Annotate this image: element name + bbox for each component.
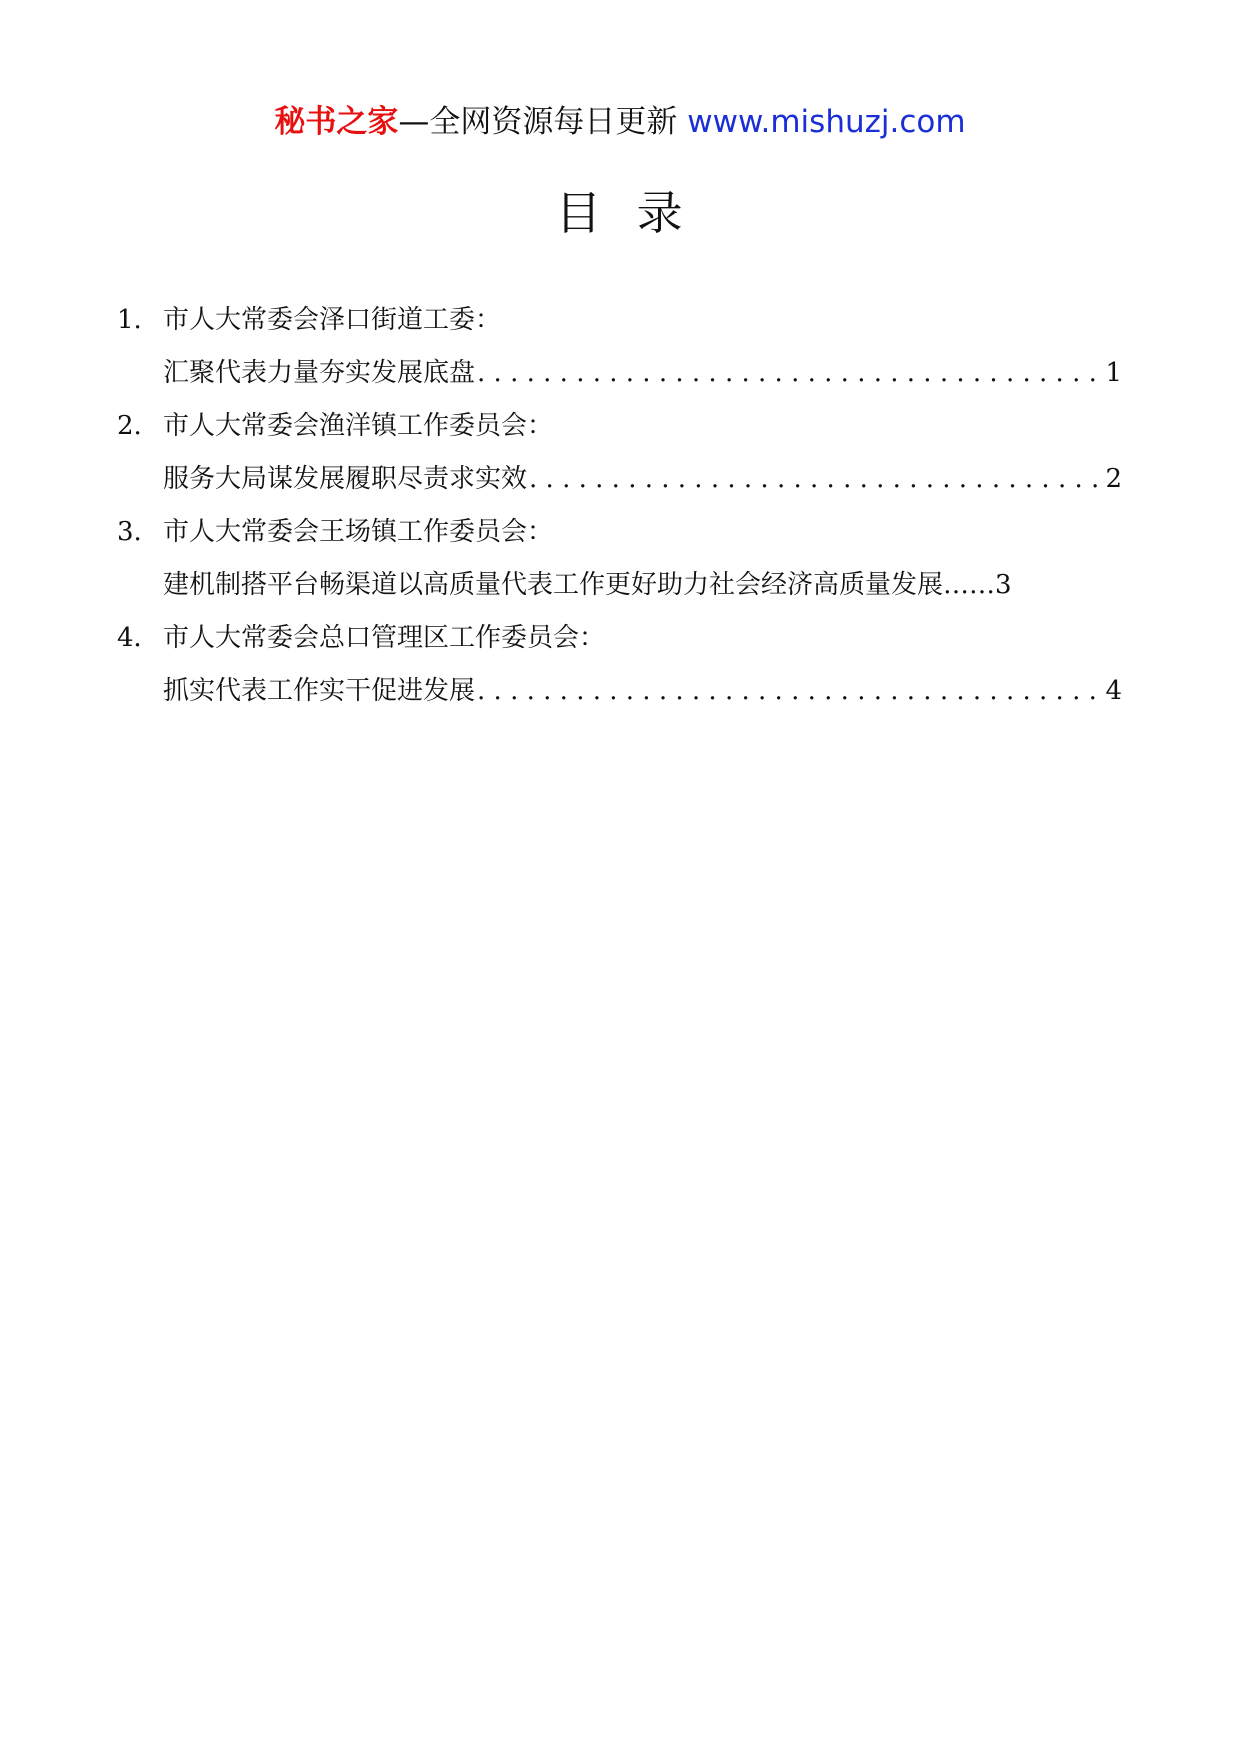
- toc-entry-subtitle-row: [163, 346, 1122, 400]
- toc-entry-4[interactable]: [117, 612, 1122, 718]
- toc-entry-subtitle-row: [163, 558, 1122, 612]
- toc-entry-heading-row: [117, 612, 1122, 664]
- toc-entry-subtitle-row: [163, 664, 1122, 718]
- brand-name: 秘书之家: [274, 104, 399, 140]
- toc-entry-page-number: 2: [1105, 464, 1122, 494]
- toc-entry-heading: 市人大常委会渔洋镇工作委员会：: [163, 411, 554, 441]
- toc-entry-heading-row: [117, 506, 1122, 558]
- site-banner: [0, 100, 1240, 144]
- toc-entry-page-number: 3: [995, 570, 1012, 600]
- toc-entry-subtitle: 汇聚代表力量夯实发展底盘: [163, 358, 476, 388]
- toc-entry-heading-row: [117, 294, 1122, 346]
- toc-entry-subtitle: 抓实代表工作实干促进发展: [163, 676, 476, 706]
- toc-entry-heading-row: [117, 400, 1122, 452]
- slogan: —全网资源每日更新: [398, 104, 678, 140]
- toc-entry-subtitle: 服务大局谋发展履职尽责求实效: [163, 464, 528, 494]
- toc-entry-1[interactable]: [117, 294, 1122, 400]
- toc-entry-number: 4．: [117, 623, 160, 653]
- toc-entry-heading: 市人大常委会王场镇工作委员会：: [163, 517, 554, 547]
- toc-entry-subtitle-row: [163, 452, 1122, 506]
- dot-leader: [475, 664, 1099, 718]
- toc-entry-page-number: 4: [1105, 676, 1122, 706]
- dot-leader: [475, 346, 1099, 400]
- toc-entry-heading: 市人大常委会总口管理区工作委员会：: [163, 623, 606, 653]
- toc-entry-subtitle: 建机制搭平台畅渠道以高质量代表工作更好助力社会经济高质量发展: [163, 570, 944, 600]
- toc-entry-2[interactable]: [117, 400, 1122, 506]
- site-url[interactable]: www.mishuzj.com: [687, 104, 966, 140]
- page-title: 目 录: [555, 186, 685, 240]
- toc-entry-number: 3.: [117, 517, 142, 547]
- toc-entry-3[interactable]: [117, 506, 1122, 612]
- toc-entry-heading: 市人大常委会泽口街道工委：: [163, 305, 502, 335]
- table-of-contents: [117, 294, 1122, 718]
- toc-entry-page-number: 1: [1105, 358, 1122, 388]
- toc-entry-number: 2.: [117, 411, 142, 441]
- ellipsis-leader: ……: [943, 570, 996, 600]
- dot-leader: [527, 452, 1099, 506]
- toc-entry-number: 1.: [117, 305, 142, 335]
